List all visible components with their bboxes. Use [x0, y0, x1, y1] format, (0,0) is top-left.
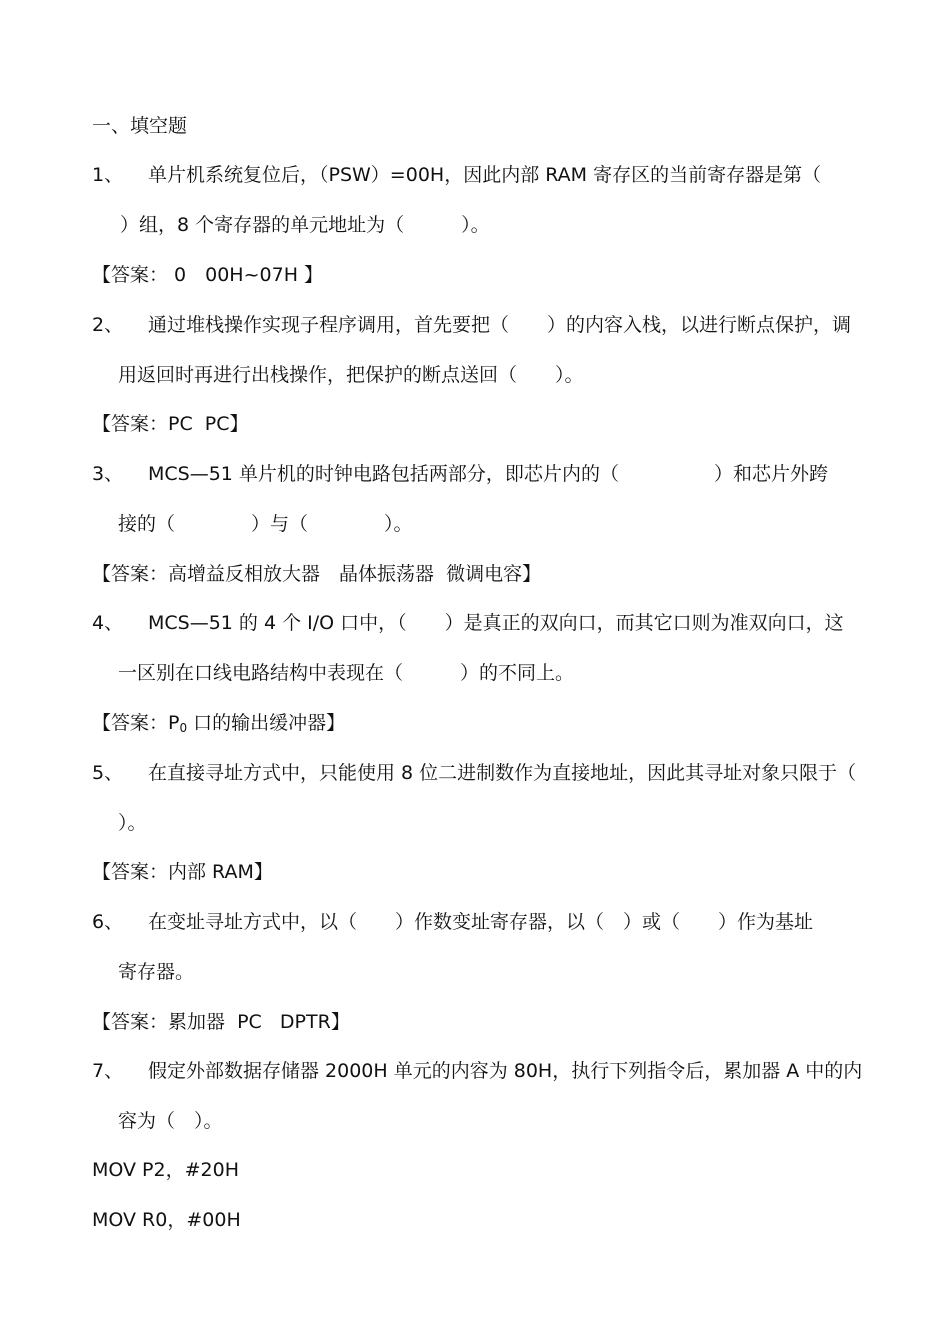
question-1-line-2: ）组，8 个寄存器的单元地址为（ ）。 [120, 214, 490, 236]
question-2-line-2: 用返回时再进行出栈操作，把保护的断点送回（ ）。 [118, 364, 584, 386]
question-3-number: 3、 [92, 463, 124, 485]
question-4-line-1 [92, 611, 860, 635]
question-7-number: 7、 [92, 1060, 124, 1082]
question-5-text-1: 在直接寻址方式中，只能使用 8 位二进制数作为直接地址，因此其寻址对象只限于（ [148, 762, 857, 784]
question-2-number: 2、 [92, 314, 124, 336]
answer-4 [92, 711, 860, 735]
question-6-line-1 [92, 910, 860, 934]
section-title: 一、填空题 [92, 115, 188, 137]
question-7-line-1 [92, 1059, 863, 1083]
answer-2: 【答案：PC PC】 [92, 413, 249, 435]
answer-1: 【答案： 0 00H~07H 】 [92, 264, 324, 286]
question-5-line-1 [92, 761, 860, 785]
answer-4-subscript: 0 [179, 721, 188, 735]
code-line-1: MOV P2，#20H [92, 1159, 239, 1181]
answer-6: 【答案：累加器 PC DPTR】 [92, 1011, 350, 1033]
question-3-text-1: MCS—51 单片机的时钟电路包括两部分，即芯片内的（ ）和芯片外跨 [148, 463, 828, 485]
question-2-line-1 [92, 313, 860, 337]
question-7-line-2: 容为（ ）。 [118, 1110, 223, 1132]
question-6-text-1: 在变址寻址方式中，以（ ）作数变址寄存器，以（ ）或（ ）作为基址 [148, 911, 814, 933]
question-3-line-2: 接的（ ）与（ ）。 [118, 513, 413, 535]
question-2-text-1: 通过堆栈操作实现子程序调用，首先要把（ ）的内容入栈，以进行断点保护，调 [148, 314, 852, 336]
answer-4-prefix: 【答案：P [92, 712, 180, 734]
answer-4-suffix: 口的输出缓冲器】 [187, 712, 346, 734]
question-1-line-1 [92, 163, 860, 187]
answer-5: 【答案：内部 RAM】 [92, 861, 273, 883]
question-5-number: 5、 [92, 762, 124, 784]
answer-3: 【答案：高增益反相放大器 晶体振荡器 微调电容】 [92, 563, 542, 585]
question-4-line-2: 一区别在口线电路结构中表现在（ ）的不同上。 [118, 662, 575, 684]
question-3-line-1 [92, 462, 860, 486]
question-4-number: 4、 [92, 612, 124, 634]
code-line-2: MOV R0，#00H [92, 1209, 241, 1231]
question-7-text-1: 假定外部数据存储器 2000H 单元的内容为 80H，执行下列指令后，累加器 A 中的内 [148, 1060, 863, 1082]
question-6-line-2: 寄存器。 [118, 961, 195, 983]
question-1-text-1: 单片机系统复位后，（PSW）=00H，因此内部 RAM 寄存区的当前寄存器是第（ [148, 164, 822, 186]
question-4-text-1: MCS—51 的 4 个 I/O 口中，（ ）是真正的双向口，而其它口则为准双向口，这 [148, 612, 844, 634]
question-5-line-2: ）。 [118, 812, 147, 834]
question-1-number: 1、 [92, 164, 124, 186]
question-6-number: 6、 [92, 911, 124, 933]
